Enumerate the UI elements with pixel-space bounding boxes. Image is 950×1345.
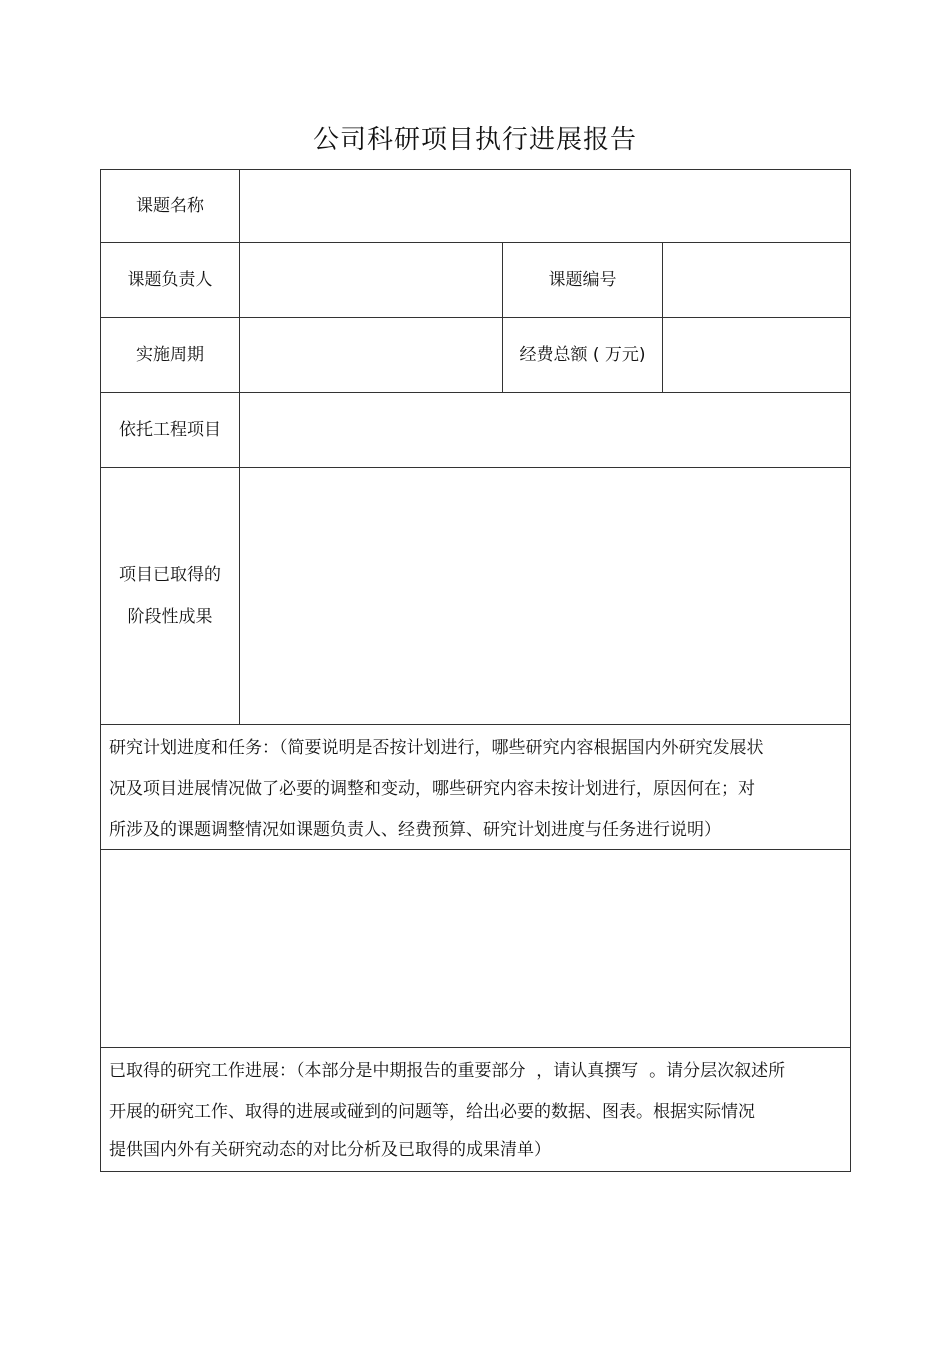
period-field[interactable] — [240, 318, 502, 392]
progress-instruction-line1: 已取得的研究工作进展：（本部分是中期报告的重要部分 ，请认真撰写 。请分层次叙述所 — [109, 1061, 786, 1081]
topic-name-field[interactable] — [240, 170, 850, 242]
report-form — [100, 169, 851, 1172]
progress-instruction-line2: 开展的研究工作、取得的进展或碰到的问题等，给出必要的数据、图表。根据实际情况 — [109, 1102, 755, 1122]
period-label: 实施周期 — [136, 345, 204, 365]
leader-label: 课题负责人 — [127, 270, 213, 290]
topic-number-label: 课题编号 — [548, 270, 617, 290]
results-label-line2: 阶段性成果 — [127, 607, 213, 627]
funding-field[interactable] — [663, 318, 850, 392]
project-field[interactable] — [240, 393, 850, 467]
progress-instruction-line3: 提供国内外有关研究动态的对比分析及已取得的成果清单） — [109, 1140, 551, 1160]
topic-name-label: 课题名称 — [136, 196, 204, 216]
page-title: 公司科研项目执行进展报告 — [312, 125, 637, 155]
row-divider — [101, 724, 850, 725]
plan-instruction-line3: 所涉及的课题调整情况如课题负责人、经费预算、研究计划进度与任务进行说明） — [109, 820, 721, 840]
plan-instruction-line2: 况及项目进展情况做了必要的调整和变动，哪些研究内容未按计划进行，原因何在；对 — [109, 779, 755, 799]
topic-number-field[interactable] — [663, 243, 850, 317]
row-divider — [101, 1047, 850, 1048]
results-field[interactable] — [240, 468, 850, 724]
plan-answer-field[interactable] — [101, 850, 850, 1047]
leader-field[interactable] — [240, 243, 502, 317]
project-label: 依托工程项目 — [119, 420, 221, 440]
results-label-line1: 项目已取得的 — [119, 565, 221, 585]
funding-label: 经费总额 ( 万元) — [519, 345, 646, 365]
results-label — [101, 468, 239, 724]
plan-instruction-line1: 研究计划进度和任务：（简要说明是否按计划进行，哪些研究内容根据国内外研究发展状 — [109, 738, 764, 758]
